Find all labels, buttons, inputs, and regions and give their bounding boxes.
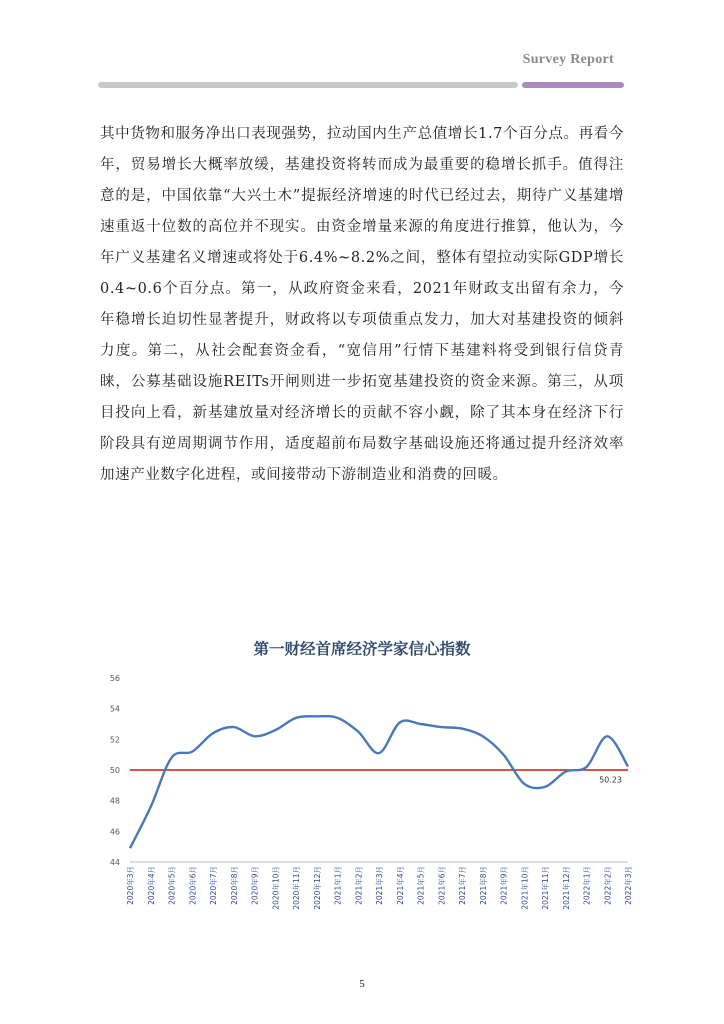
- x-tick-label: 2020年3月: [126, 866, 135, 905]
- series-line: [130, 716, 628, 848]
- header-title: Survey Report: [522, 52, 614, 67]
- header-rule-purple: [522, 82, 624, 88]
- x-tick-label: 2021年1月: [333, 866, 343, 905]
- x-tick-label: 2021年12月: [561, 866, 571, 910]
- y-tick-label: 52: [109, 735, 120, 745]
- x-tick-label: 2021年2月: [354, 866, 364, 905]
- x-tick-label: 2021年9月: [499, 866, 509, 905]
- chart-title: 第一财经首席经济学家信心指数: [253, 639, 471, 658]
- x-tick-label: 2022年1月: [582, 866, 592, 905]
- body-text: [100, 119, 624, 491]
- x-tick-label: 2021年3月: [375, 866, 384, 905]
- y-tick-label: 56: [109, 674, 120, 683]
- x-tick-label: 2022年3月: [624, 866, 633, 905]
- x-tick-label: 2020年9月: [250, 866, 260, 905]
- x-tick-label: 2022年2月: [603, 866, 613, 905]
- x-tick-label: 2020年8月: [229, 866, 239, 905]
- y-tick-label: 54: [109, 704, 120, 714]
- page-number: 5: [359, 978, 365, 990]
- line-chart: [90, 668, 640, 968]
- x-tick-label: 2021年5月: [416, 866, 426, 905]
- y-tick-label: 44: [109, 858, 120, 867]
- x-tick-label: 2020年12月: [312, 866, 322, 910]
- x-tick-label: 2020年6月: [188, 866, 198, 905]
- x-tick-label: 2020年7月: [209, 866, 218, 905]
- body-paragraph: 其中货物和服务净出口表现强势，拉动国内生产总值增长1.7个百分点。再看今年，贸易增长大概率放缓，基建投资将转而成为最重要的稳增长抓手。值得注意的是，中国依靠“大兴土木”提振经济增速的时代已经过去，期待广义基建增速重返十位数的高位并不现实。由资金增量来源的角度进行推算，他认为，今年广义基建名义增速或将处于6.4%~8.2%之间，整体有望拉动实际GDP增长0.4~0.6个百分点。第一，从政府资金来看，2021年财政支出留有余力，今年稳增长迫切性显著提升，财政将以专项债重点发力，加大对基建投资的倾斜力度。第二，从社会配套资金看，“宽信用”行情下基建料将受到银行信贷青睐，公募基础设施REITs开闸则进一步拓宽基建投资的资金来源。第三，从项目投向上看，新基建放量对经济增长的贡献不容小觑，除了其本身在经济下行阶段具有逆周期调节作用，适度超前布局数字基础设施还将通过提升经济效率加速产业数字化进程，或间接带动下游制造业和消费的回暖。: [100, 126, 624, 483]
- x-tick-label: 2021年8月: [478, 866, 488, 905]
- x-tick-label: 2020年5月: [167, 866, 177, 905]
- header-rule-gray: [98, 82, 518, 88]
- y-tick-label: 50: [109, 766, 120, 775]
- y-tick-label: 46: [109, 827, 120, 837]
- x-tick-label: 2020年10月: [271, 866, 281, 910]
- last-value-label: 50.23: [599, 775, 622, 785]
- x-tick-label: 2021年7月: [458, 866, 467, 905]
- x-tick-label: 2021年10月: [520, 866, 530, 910]
- y-tick-label: 48: [109, 796, 120, 806]
- x-tick-label: 2020年4月: [146, 866, 156, 905]
- x-tick-label: 2020年11月: [292, 866, 301, 910]
- x-tick-label: 2021年11月: [541, 866, 550, 910]
- x-tick-label: 2021年4月: [395, 866, 405, 905]
- x-tick-label: 2021年6月: [437, 866, 447, 905]
